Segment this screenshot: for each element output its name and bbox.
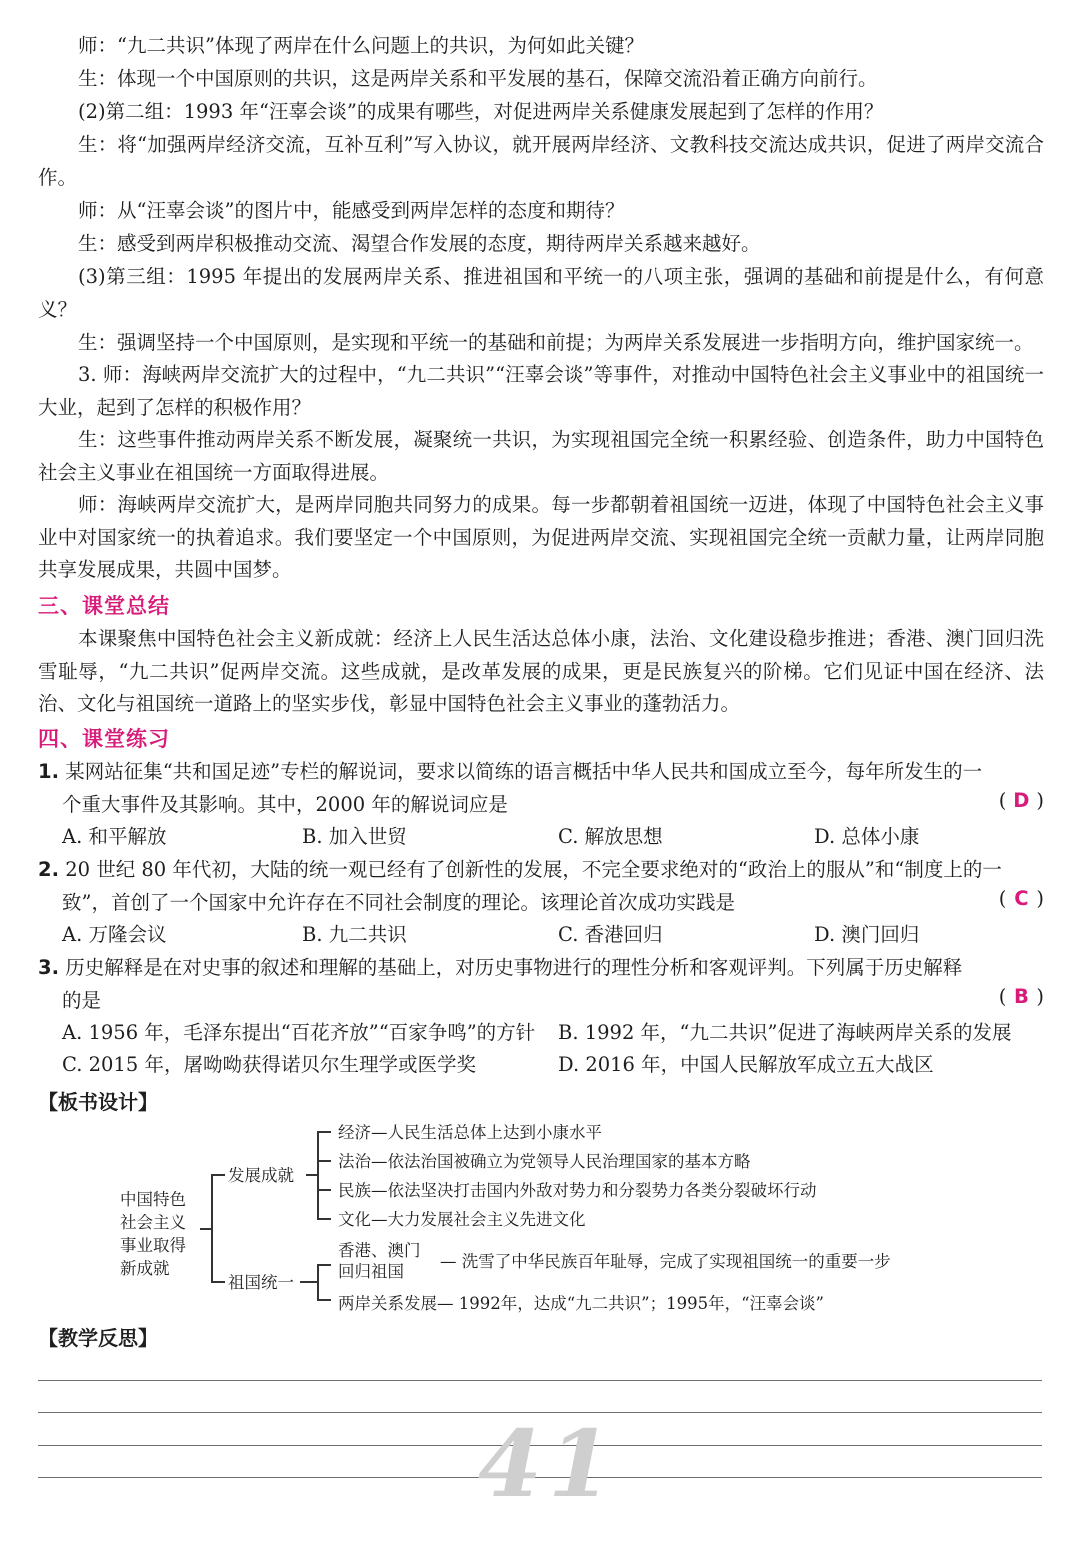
board-root <box>120 1188 186 1280</box>
question-stem-line: 某网站征集“共和国足迹”专栏的解说词，要求以简练的语言概括中华人民共和国成立至今，每年所发生的一 <box>65 760 983 783</box>
answer-letter: C <box>1014 887 1029 910</box>
writing-line <box>38 1380 1042 1381</box>
bracket-line <box>211 1174 213 1282</box>
reflection-heading: 【教学反思】 <box>38 1326 158 1350</box>
question-3 <box>38 952 1044 1017</box>
board-root-line: 社会主义 <box>120 1213 186 1232</box>
option[interactable]: A. 和平解放 <box>62 825 167 848</box>
board-item: 文化—大力发展社会主义先进文化 <box>338 1210 586 1229</box>
option[interactable]: A. 万隆会议 <box>62 923 167 946</box>
dialogue-paragraph: 生：将“加强两岸经济交流，互补互利”写入协议，就开展两岸经济、文教科技交流达成共识，促进了两岸交流合作。 <box>38 133 1044 189</box>
board-root-line: 中国特色 <box>120 1190 186 1209</box>
question-number: 2. <box>38 858 59 881</box>
option[interactable]: D. 2016 年，中国人民解放军成立五大战区 <box>558 1053 934 1076</box>
question-stem-line: 个重大事件及其影响。其中，2000 年的解说词应是 <box>62 792 508 816</box>
question-stem <box>38 854 1044 887</box>
board-item: 经济—人民生活总体上达到小康水平 <box>338 1123 602 1142</box>
bracket-line <box>317 1264 319 1300</box>
dialogue-paragraph: (3)第三组：1995 年提出的发展两岸关系、推进祖国和平统一的八项主张，强调的基础和前提是什么，有何意义？ <box>38 265 1044 321</box>
option[interactable]: B. 加入世贸 <box>302 825 407 848</box>
bracket-line <box>300 1281 318 1283</box>
board-item: 两岸关系发展— 1992年，达成“九二共识”；1995年，“汪辜会谈” <box>338 1294 824 1313</box>
question-stem-line: 20 世纪 80 年代初，大陆的统一观已经有了创新性的发展，不完全要求绝对的“政治上的服从”和“制度上的一 <box>65 858 1002 881</box>
question-1 <box>38 756 1044 821</box>
option[interactable]: B. 1992 年，“九二共识”促进了海峡两岸关系的发展 <box>558 1021 1012 1044</box>
dialogue-paragraph: 3. 师：海峡两岸交流扩大的过程中，“九二共识”“汪辜会谈”等事件，对推动中国特色社会主义事业中的祖国统一大业，起到了怎样的积极作用？ <box>38 363 1044 419</box>
option[interactable]: A. 1956 年，毛泽东提出“百花齐放”“百家争鸣”的方针 <box>62 1021 536 1044</box>
option[interactable]: B. 九二共识 <box>302 923 407 946</box>
page-number: 41 <box>478 1410 619 1518</box>
board-design-heading: 【板书设计】 <box>38 1090 158 1114</box>
answer-paren: ( C ) <box>998 887 1044 910</box>
bracket-line <box>211 1174 225 1176</box>
board-sub-label-line: 回归祖国 <box>338 1262 404 1281</box>
dialogue-paragraph: 生：这些事件推动两岸关系不断发展，凝聚统一共识，为实现祖国完全统一积累经验、创造条件，助力中国特色社会主义事业在祖国统一方面取得进展。 <box>38 428 1044 484</box>
option[interactable]: C. 解放思想 <box>558 825 663 848</box>
question-stem-line: 的是 <box>62 988 102 1012</box>
dialogue-paragraph: (2)第二组：1993 年“汪辜会谈”的成果有哪些，对促进两岸关系健康发展起到了怎样的作用？ <box>78 100 884 123</box>
bracket-line <box>317 1131 331 1133</box>
dialogue-paragraph: 师：海峡两岸交流扩大，是两岸同胞共同努力的成果。每一步都朝着祖国统一迈进，体现了中国特色社会主义事业中对国家统一的执着追求。我们要坚定一个中国原则，为促进两岸交流、实现祖国完全统一贡献力量，让两岸同胞共享发展成果，共圆中国梦。 <box>38 493 1044 581</box>
board-item: 法治—依法治国被确立为党领导人民治理国家的基本方略 <box>338 1152 751 1171</box>
dialogue-paragraph: 师：从“汪辜会谈”的图片中，能感受到两岸怎样的态度和期待？ <box>78 199 625 222</box>
answer-paren: ( D ) <box>998 789 1044 812</box>
option[interactable]: C. 2015 年，屠呦呦获得诺贝尔生理学或医学奖 <box>62 1053 476 1076</box>
answer-letter: B <box>1013 985 1029 1008</box>
option[interactable]: D. 总体小康 <box>814 825 920 848</box>
option[interactable]: C. 香港回归 <box>558 923 663 946</box>
board-branch-development: 发展成就 <box>228 1166 294 1185</box>
dialogue-paragraph: 生：感受到两岸积极推动交流、渴望合作发展的态度，期待两岸关系越来越好。 <box>78 232 761 255</box>
board-sub-label <box>338 1240 421 1282</box>
practice-heading: 四、课堂练习 <box>38 727 170 751</box>
dialogue-paragraph: 师：“九二共识”体现了两岸在什么问题上的共识，为何如此关键？ <box>78 34 644 57</box>
board-root-line: 新成就 <box>120 1259 170 1278</box>
bracket-line <box>317 1218 331 1220</box>
question-stem-line: 历史解释是在对史事的叙述和理解的基础上，对历史事物进行的理性分析和客观评判。下列属于历史解释 <box>65 956 963 979</box>
answer-paren: ( B ) <box>998 985 1044 1008</box>
summary-paragraph: 本课聚焦中国特色社会主义新成就：经济上人民生活达总体小康，法治、文化建设稳步推进；香港、澳门回归洗雪耻辱，“九二共识”促两岸交流。这些成就，是改革发展的成果，更是民族复兴的阶梯。它们见证中国在经济、法治、文化与祖国统一道路上的坚实步伐，彰显中国特色社会主义事业的蓬勃活力。 <box>38 627 1044 715</box>
answer-letter: D <box>1013 789 1030 812</box>
board-branch-reunification: 祖国统一 <box>228 1273 294 1292</box>
bracket-line <box>317 1189 331 1191</box>
board-item: 民族—依法坚决打击国内外敌对势力和分裂势力各类分裂破坏行动 <box>338 1181 817 1200</box>
question-stem <box>38 952 1044 985</box>
question-stem-line: 致”，首创了一个国家中允许存在不同社会制度的理论。该理论首次成功实践是 <box>62 890 735 914</box>
option[interactable]: D. 澳门回归 <box>814 923 920 946</box>
board-item: — 洗雪了中华民族百年耻辱，完成了实现祖国统一的重要一步 <box>440 1252 891 1271</box>
question-number: 3. <box>38 956 59 979</box>
dialogue-paragraph: 生：体现一个中国原则的共识，这是两岸关系和平发展的基石，保障交流沿着正确方向前行。 <box>78 67 878 90</box>
bracket-line <box>317 1160 331 1162</box>
board-root-line: 事业取得 <box>120 1236 186 1255</box>
summary-heading: 三、课堂总结 <box>38 594 170 618</box>
bracket-line <box>317 1264 331 1266</box>
board-sub-label-line: 香港、澳门 <box>338 1241 421 1260</box>
bracket-line <box>317 1131 319 1219</box>
question-2 <box>38 854 1044 919</box>
bracket-line <box>211 1281 225 1283</box>
question-number: 1. <box>38 760 59 783</box>
dialogue-paragraph: 生：强调坚持一个中国原则，是实现和平统一的基础和前提；为两岸关系发展进一步指明方向，维护国家统一。 <box>78 331 1034 354</box>
bracket-line <box>317 1299 331 1301</box>
question-stem <box>38 756 1044 789</box>
